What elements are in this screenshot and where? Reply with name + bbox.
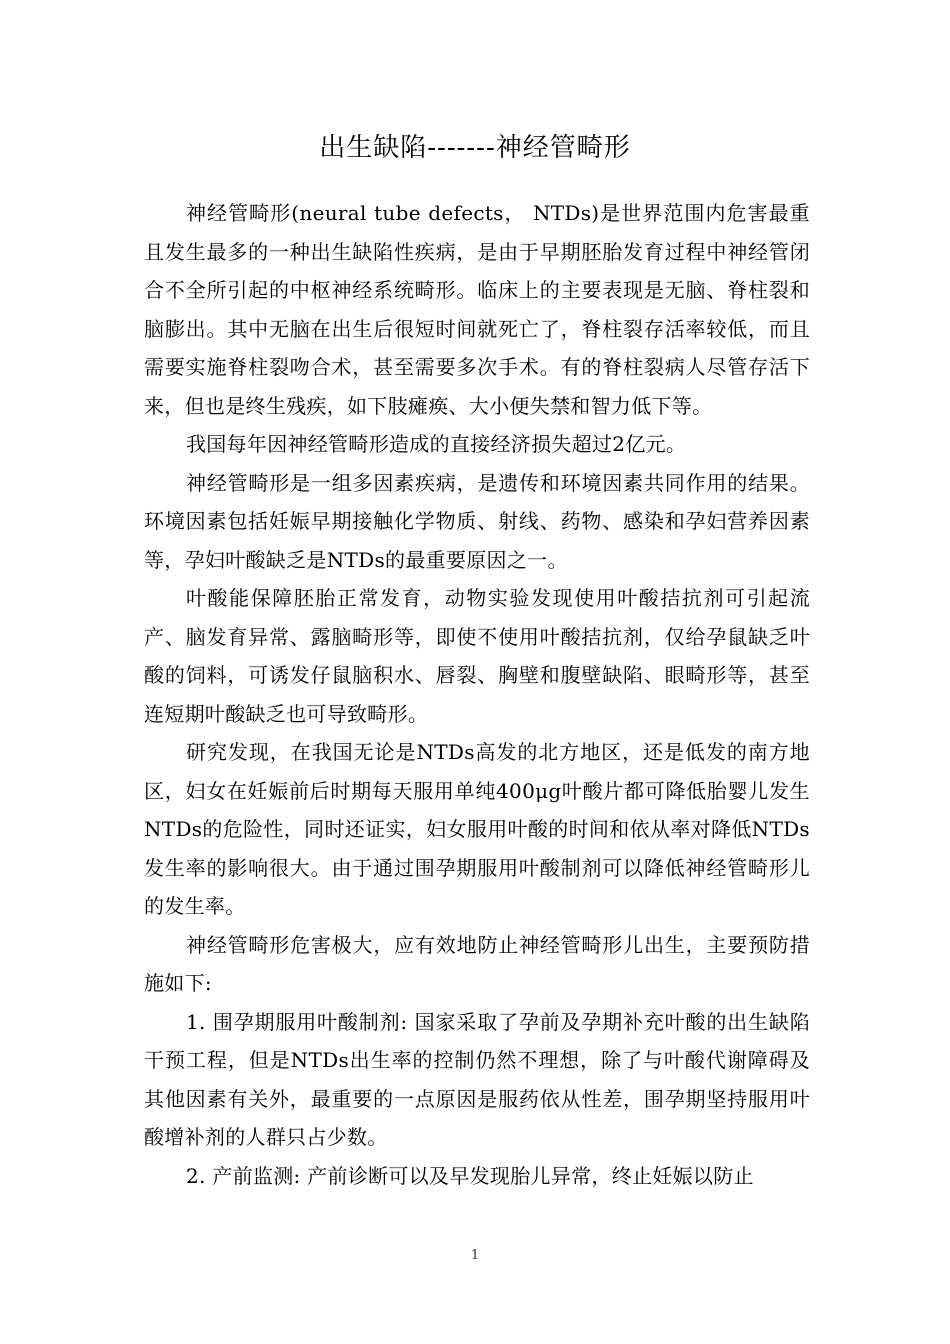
paragraph-folic-acid-animal-study: 叶酸能保障胚胎正常发育，动物实验发现使用叶酸拮抗剂可引起流产、脑发育异常、露脑畸形等，即使不使用叶酸拮抗剂，仅给孕鼠缺乏叶酸的饲料，可诱发仔鼠脑积水、唇裂、胸壁和腹壁缺陷、眼畸形等，甚至连短期叶酸缺乏也可导致畸形。	[144, 586, 810, 726]
document-body	[144, 194, 810, 1195]
page-number: 1	[470, 1248, 480, 1263]
paragraph-causes: 神经管畸形是一组多因素疾病，是遗传和环境因素共同作用的结果。环境因素包括妊娠早期接触化学物质、射线、药物、感染和孕妇营养因素等，孕妇叶酸缺乏是NTDs的最重要原因之一。	[144, 470, 810, 572]
document-title: 出生缺陷-------神经管畸形	[319, 133, 631, 163]
paragraph-prevention-item-1: 1. 围孕期服用叶酸制剂: 国家采取了孕前及孕期补充叶酸的出生缺陷干预工程，但是NTDs出生率的控制仍然不理想，除了与叶酸代谢障碍及其他因素有关外，最重要的一点原因是服药依从性差，围孕期坚持服用叶酸增补剂的人群只占少数。	[144, 1009, 810, 1149]
paragraph-prevention-item-2: 2. 产前监测: 产前诊断可以及早发现胎儿异常，终止妊娠以防止	[186, 1163, 754, 1188]
paragraph-research-findings: 研究发现，在我国无论是NTDs高发的北方地区，还是低发的南方地区，妇女在妊娠前后时期每天服用单纯400μg叶酸片都可降低胎婴儿发生NTDs的危险性，同时还证实，妇女服用叶酸的时间和依从率对降低NTDs发生率的影响很大。由于通过围孕期服用叶酸制剂可以降低神经管畸形儿的发生率。	[144, 740, 810, 918]
paragraph-ntd-definition: 神经管畸形(neural tube defects， NTDs)是世界范围内危害最重且发生最多的一种出生缺陷性疾病，是由于早期胚胎发育过程中神经管闭合不全所引起的中枢神经系统畸形。临床上的主要表现是无脑、脊柱裂和脑膨出。其中无脑在出生后很短时间就死亡了，脊柱裂存活率较低，而且需要实施脊柱裂吻合术，甚至需要多次手术。有的脊柱裂病人尽管存活下来，但也是终生残疾，如下肢瘫痪、大小便失禁和智力低下等。	[144, 201, 810, 418]
paragraph-economic-loss: 我国每年因神经管畸形造成的直接经济损失超过2亿元。	[186, 432, 687, 456]
paragraph-prevention-intro: 神经管畸形危害极大，应有效地防止神经管畸形儿出生，主要预防措施如下:	[144, 932, 810, 995]
